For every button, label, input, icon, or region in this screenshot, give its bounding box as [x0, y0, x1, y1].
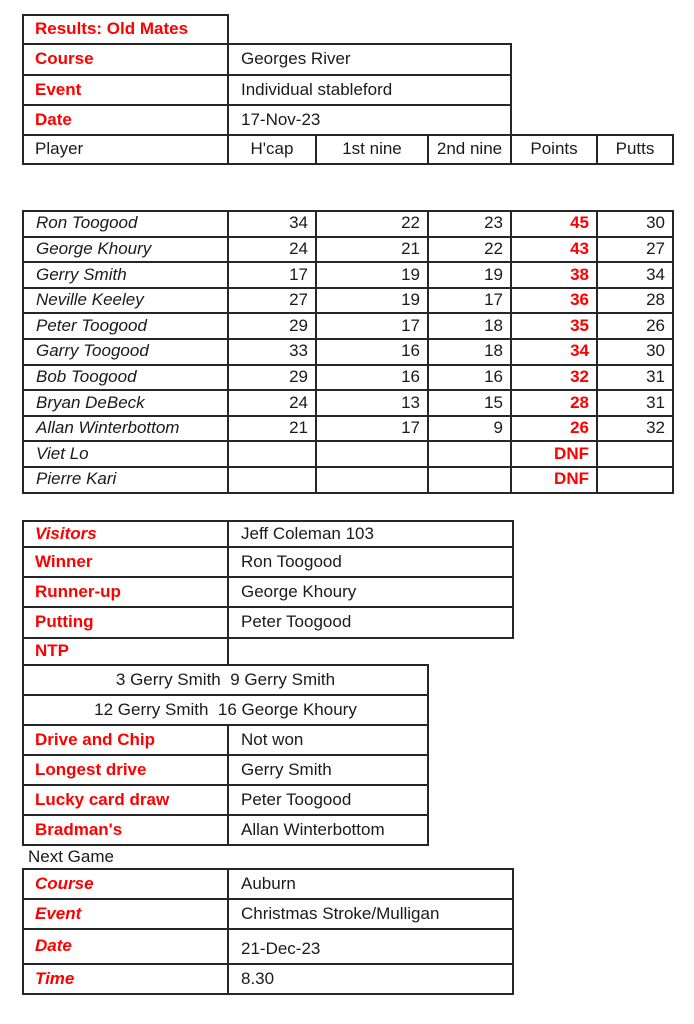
- player-name-cell: Allan Winterbottom: [23, 416, 228, 442]
- event-info-table: [22, 14, 674, 165]
- player-points-cell: 45: [511, 211, 597, 237]
- col-header-1st-nine: 1st nine: [316, 135, 428, 164]
- ntp-line-row: [23, 665, 428, 695]
- player-row: [23, 313, 673, 339]
- player-row: [23, 390, 673, 416]
- player-name-cell: George Khoury: [23, 237, 228, 263]
- player-putts-cell: 34: [597, 262, 673, 288]
- runner-up-row: [23, 577, 513, 607]
- player-hcap-cell: 33: [228, 339, 316, 365]
- longest-drive-label: Longest drive: [23, 755, 228, 785]
- next-time-row: [23, 964, 513, 994]
- player-1st-nine-cell: 19: [316, 288, 428, 314]
- player-points-cell: 34: [511, 339, 597, 365]
- player-1st-nine-cell: [316, 441, 428, 467]
- player-putts-cell: 27: [597, 237, 673, 263]
- player-row: [23, 416, 673, 442]
- player-row: [23, 262, 673, 288]
- next-game-heading: Next Game: [28, 847, 114, 866]
- player-2nd-nine-cell: 9: [428, 416, 511, 442]
- course-row: [23, 44, 673, 75]
- player-points-cell: 36: [511, 288, 597, 314]
- player-putts-cell: 26: [597, 313, 673, 339]
- col-header-putts: Putts: [597, 135, 673, 164]
- spacer-cell: [511, 75, 673, 105]
- player-hcap-cell: [228, 467, 316, 493]
- spacer-cell: [511, 44, 673, 75]
- player-name-cell: Viet Lo: [23, 441, 228, 467]
- player-points-cell: 43: [511, 237, 597, 263]
- player-name-cell: Pierre Kari: [23, 467, 228, 493]
- player-hcap-cell: 29: [228, 365, 316, 391]
- player-2nd-nine-cell: 18: [428, 313, 511, 339]
- player-1st-nine-cell: 16: [316, 365, 428, 391]
- player-points-cell: 35: [511, 313, 597, 339]
- player-name-cell: Neville Keeley: [23, 288, 228, 314]
- player-points-cell: 26: [511, 416, 597, 442]
- putting-value: Peter Toogood: [228, 607, 513, 638]
- player-putts-cell: 31: [597, 365, 673, 391]
- player-putts-cell: [597, 467, 673, 493]
- player-row: [23, 365, 673, 391]
- lucky-card-draw-label: Lucky card draw: [23, 785, 228, 815]
- player-putts-cell: 31: [597, 390, 673, 416]
- player-points-cell: 32: [511, 365, 597, 391]
- putting-row: [23, 607, 513, 638]
- spacer-cell: [228, 638, 513, 665]
- player-2nd-nine-cell: [428, 467, 511, 493]
- drive-and-chip-row: [23, 725, 428, 755]
- player-name-cell: Garry Toogood: [23, 339, 228, 365]
- putting-label: Putting: [23, 607, 228, 638]
- player-1st-nine-cell: [316, 467, 428, 493]
- spacer-cell: [511, 105, 673, 135]
- visitors-label: Visitors: [23, 521, 228, 547]
- player-row: [23, 237, 673, 263]
- ntp-line-1: 3 Gerry Smith 9 Gerry Smith: [23, 665, 428, 695]
- longest-drive-row: [23, 755, 428, 785]
- player-2nd-nine-cell: 22: [428, 237, 511, 263]
- runner-up-value: George Khoury: [228, 577, 513, 607]
- spacer-cell: [228, 15, 673, 44]
- next-course-label: Course: [23, 869, 228, 899]
- player-1st-nine-cell: 17: [316, 313, 428, 339]
- next-event-label: Event: [23, 899, 228, 929]
- winner-row: [23, 547, 513, 577]
- player-putts-cell: 32: [597, 416, 673, 442]
- bradmans-value: Allan Winterbottom: [228, 815, 428, 845]
- lucky-card-draw-row: [23, 785, 428, 815]
- players-table: [22, 210, 674, 494]
- player-hcap-cell: 24: [228, 237, 316, 263]
- date-value: 17-Nov-23: [228, 105, 511, 135]
- player-hcap-cell: 24: [228, 390, 316, 416]
- player-2nd-nine-cell: 15: [428, 390, 511, 416]
- player-name-cell: Bryan DeBeck: [23, 390, 228, 416]
- player-points-cell: 28: [511, 390, 597, 416]
- next-event-value: Christmas Stroke/Mulligan: [228, 899, 513, 929]
- player-1st-nine-cell: 16: [316, 339, 428, 365]
- player-row: [23, 441, 673, 467]
- player-name-cell: Ron Toogood: [23, 211, 228, 237]
- player-row: [23, 211, 673, 237]
- player-name-cell: Gerry Smith: [23, 262, 228, 288]
- course-label: Course: [23, 44, 228, 75]
- page-title: Results: Old Mates: [23, 15, 228, 44]
- player-1st-nine-cell: 21: [316, 237, 428, 263]
- player-2nd-nine-cell: 17: [428, 288, 511, 314]
- player-points-cell: DNF: [511, 467, 597, 493]
- col-header-player: Player: [23, 135, 228, 164]
- course-value: Georges River: [228, 44, 511, 75]
- winner-value: Ron Toogood: [228, 547, 513, 577]
- drive-and-chip-label: Drive and Chip: [23, 725, 228, 755]
- player-putts-cell: [597, 441, 673, 467]
- player-hcap-cell: 17: [228, 262, 316, 288]
- lucky-card-draw-value: Peter Toogood: [228, 785, 428, 815]
- next-time-label: Time: [23, 964, 228, 994]
- player-1st-nine-cell: 19: [316, 262, 428, 288]
- runner-up-label: Runner-up: [23, 577, 228, 607]
- next-game-table: [22, 868, 514, 995]
- player-points-cell: DNF: [511, 441, 597, 467]
- player-putts-cell: 30: [597, 339, 673, 365]
- visitors-value: Jeff Coleman 103: [228, 521, 513, 547]
- winner-label: Winner: [23, 547, 228, 577]
- player-name-cell: Bob Toogood: [23, 365, 228, 391]
- date-row: [23, 105, 673, 135]
- event-row: [23, 75, 673, 105]
- bradmans-label: Bradman's: [23, 815, 228, 845]
- player-2nd-nine-cell: 19: [428, 262, 511, 288]
- col-header-2nd-nine: 2nd nine: [428, 135, 511, 164]
- player-row: [23, 339, 673, 365]
- ntp-row: [23, 638, 513, 665]
- ntp-label: NTP: [23, 638, 228, 665]
- bradmans-row: [23, 815, 428, 845]
- next-event-row: [23, 899, 513, 929]
- col-header-points: Points: [511, 135, 597, 164]
- ntp-line-row: [23, 695, 428, 725]
- player-putts-cell: 30: [597, 211, 673, 237]
- player-row: [23, 288, 673, 314]
- winners-table: [22, 520, 514, 666]
- ntp-line-2: 12 Gerry Smith 16 George Khoury: [23, 695, 428, 725]
- player-name-cell: Peter Toogood: [23, 313, 228, 339]
- player-row: [23, 467, 673, 493]
- player-hcap-cell: 21: [228, 416, 316, 442]
- next-date-row: [23, 929, 513, 964]
- next-date-value: 21-Dec-23: [228, 929, 513, 964]
- player-hcap-cell: 29: [228, 313, 316, 339]
- next-course-row: [23, 869, 513, 899]
- drive-and-chip-value: Not won: [228, 725, 428, 755]
- player-2nd-nine-cell: 18: [428, 339, 511, 365]
- player-1st-nine-cell: 22: [316, 211, 428, 237]
- player-putts-cell: 28: [597, 288, 673, 314]
- player-1st-nine-cell: 17: [316, 416, 428, 442]
- player-2nd-nine-cell: [428, 441, 511, 467]
- col-header-hcap: H'cap: [228, 135, 316, 164]
- visitors-row: [23, 521, 513, 547]
- next-course-value: Auburn: [228, 869, 513, 899]
- player-2nd-nine-cell: 16: [428, 365, 511, 391]
- player-points-cell: 38: [511, 262, 597, 288]
- player-hcap-cell: [228, 441, 316, 467]
- event-value: Individual stableford: [228, 75, 511, 105]
- next-date-label: Date: [23, 929, 228, 964]
- event-label: Event: [23, 75, 228, 105]
- next-time-value: 8.30: [228, 964, 513, 994]
- player-hcap-cell: 34: [228, 211, 316, 237]
- column-header-row: [23, 135, 673, 164]
- player-1st-nine-cell: 13: [316, 390, 428, 416]
- results-title-row: [23, 15, 673, 44]
- ntp-awards-table: [22, 664, 429, 846]
- date-label: Date: [23, 105, 228, 135]
- player-2nd-nine-cell: 23: [428, 211, 511, 237]
- longest-drive-value: Gerry Smith: [228, 755, 428, 785]
- player-hcap-cell: 27: [228, 288, 316, 314]
